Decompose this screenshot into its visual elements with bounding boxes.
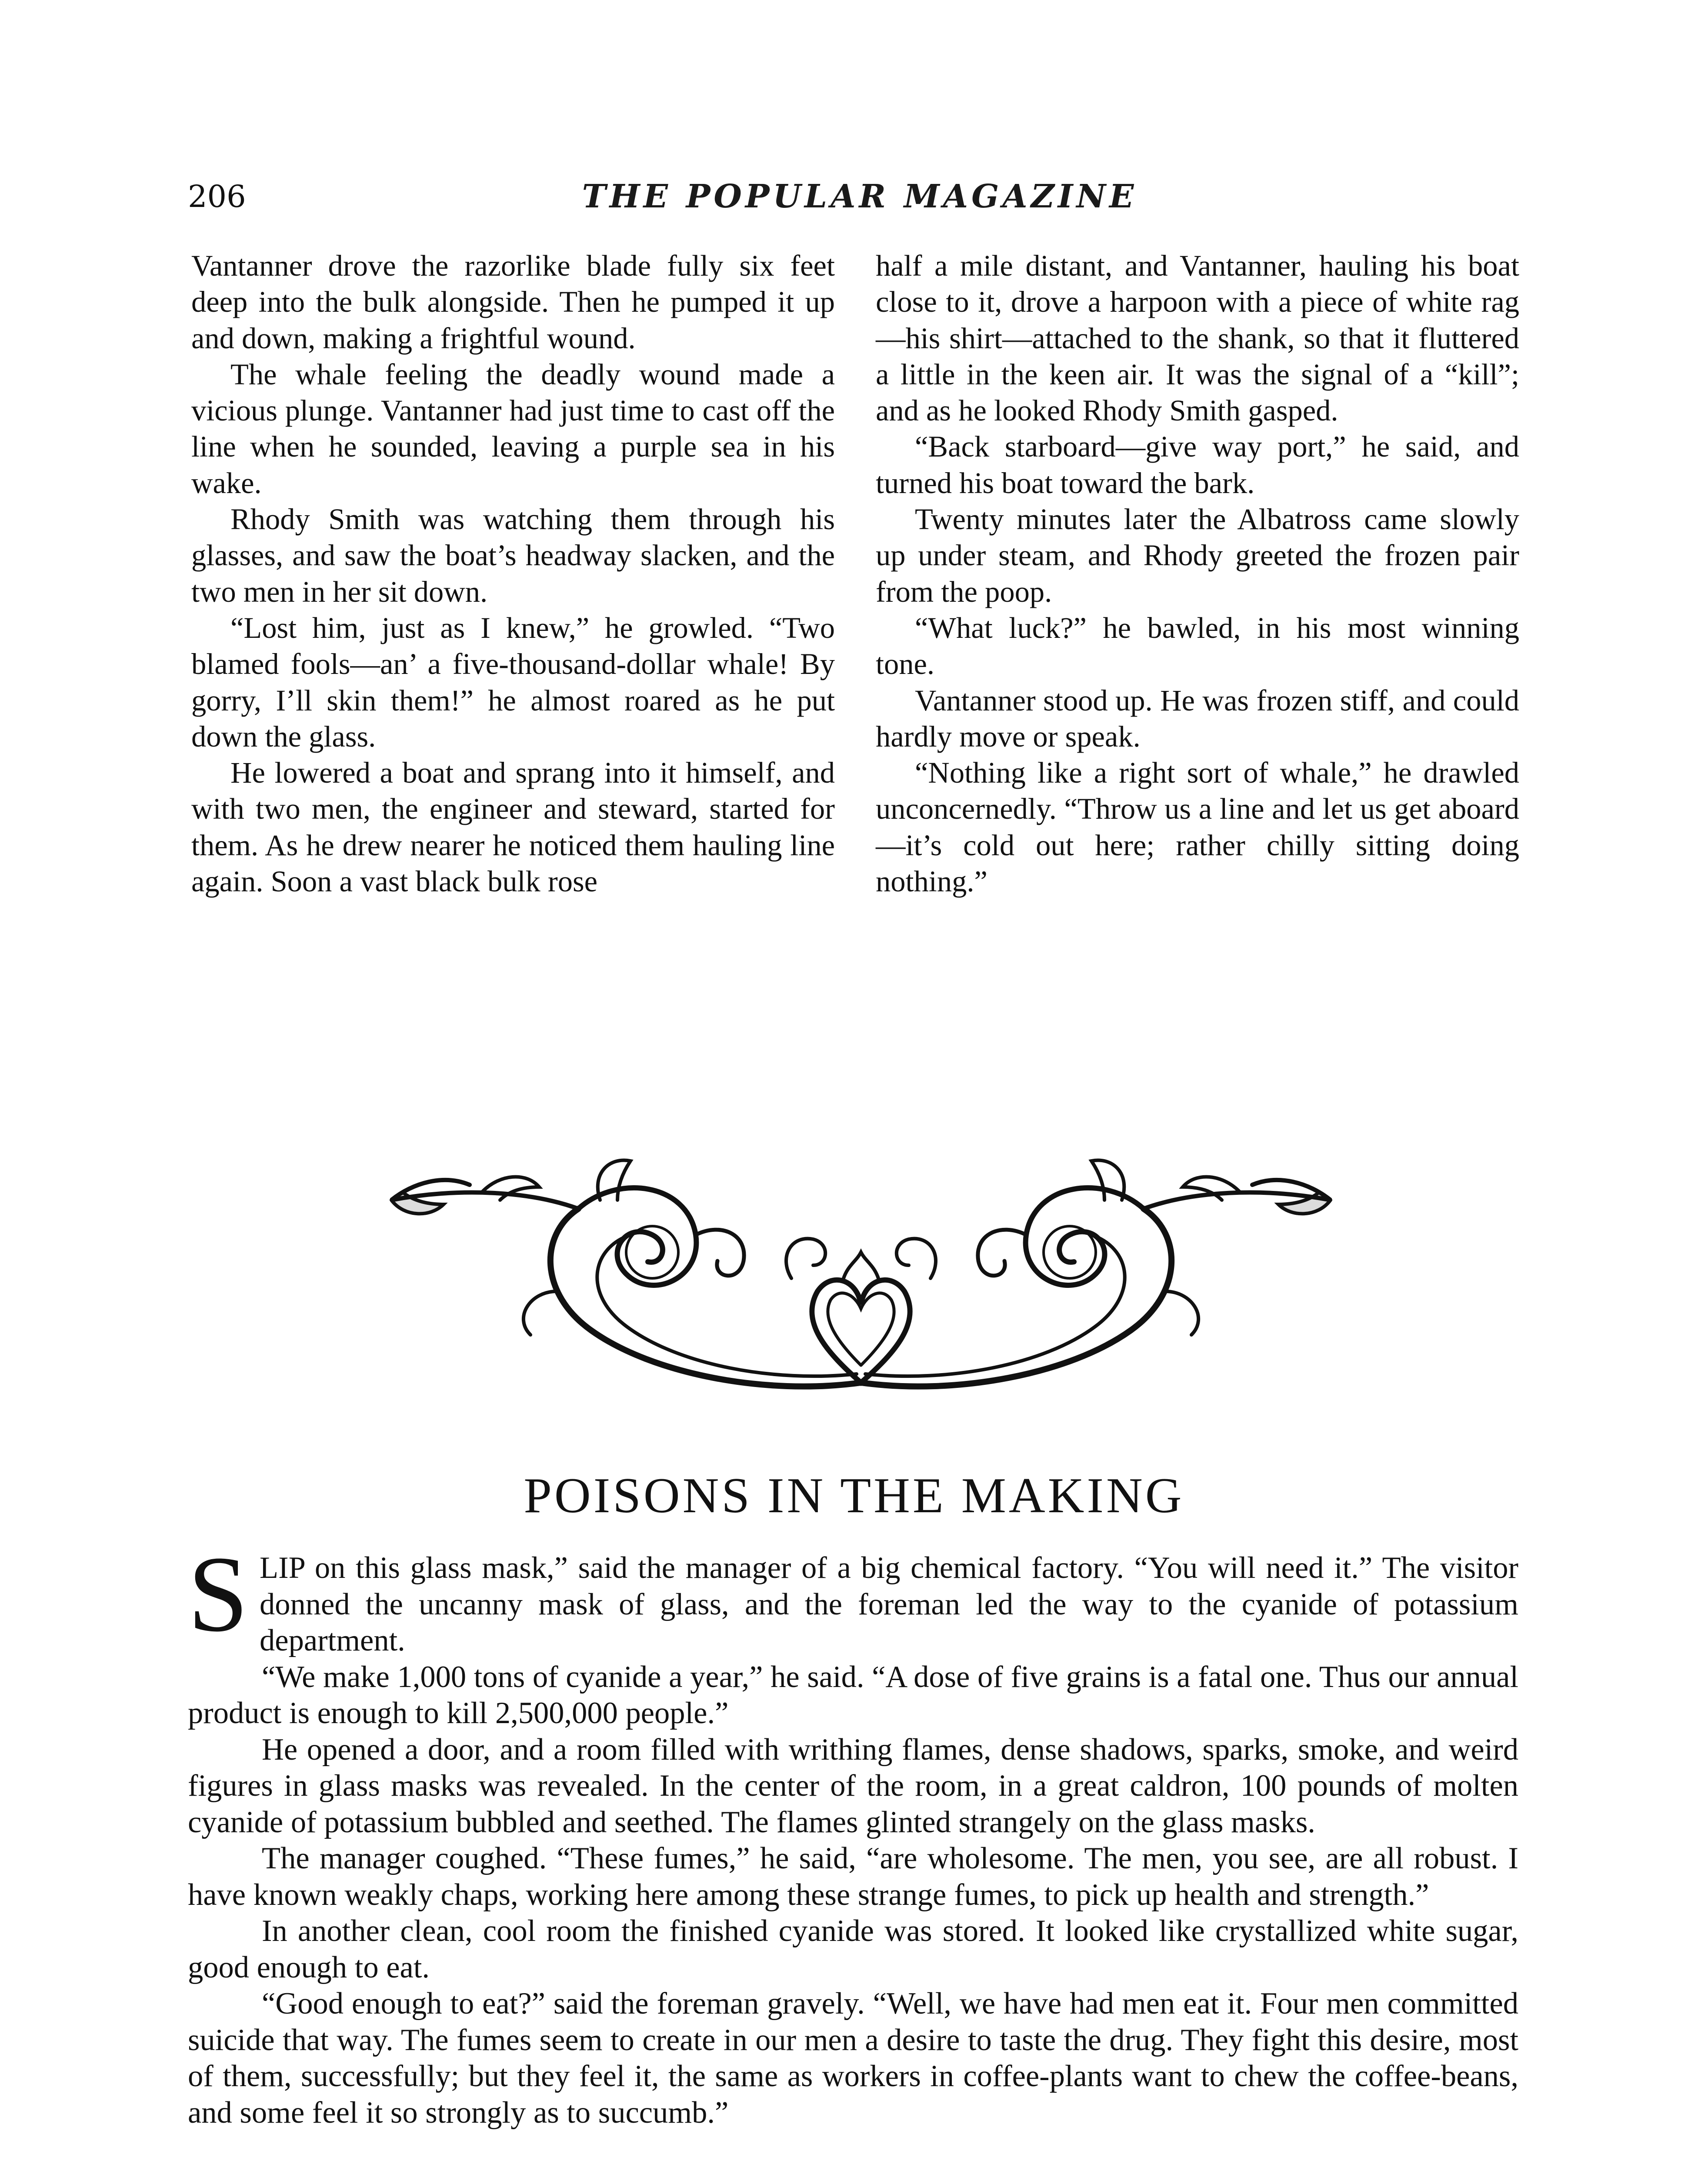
story-paragraph: The whale feeling the deadly wound made a vicious plunge. Vantanner had just time to cast off the line when he sounded, leaving a purple sea in his wake. xyxy=(191,357,835,500)
article-paragraph: The manager coughed. “These fumes,” he said, “are wholesome. The men, you see, are all robust. I have known weakly chaps, working here among these strange fumes, to pick up health and strength.” xyxy=(188,1841,1518,1912)
story-paragraph: He lowered a boat and sprang into it himself, and with two men, the engineer and steward, started for them. As he drew nearer he noticed them hauling line again. Soon a vast black bulk rose xyxy=(191,756,835,898)
story-paragraph: Vantanner drove the razorlike blade fully six feet deep into the bulk alongside. Then he pumped it up and down, making a frightful wound. xyxy=(191,249,835,355)
story-paragraph: Vantanner stood up. He was frozen stiff, and could hardly move or speak. xyxy=(876,684,1519,753)
article-title: POISONS IN THE MAKING xyxy=(524,1468,1184,1524)
article-body xyxy=(188,1534,1518,2131)
story-paragraph: Twenty minutes later the Albatross came slowly up under steam, and Rhody greeted the frozen pair from the poop. xyxy=(876,503,1519,608)
story-paragraph: Rhody Smith was watching them through his glasses, and saw the boat’s headway slacken, and the two men in her sit down. xyxy=(191,503,835,608)
drop-cap: S xyxy=(188,1534,249,1654)
running-title: THE POPULAR MAGAZINE xyxy=(582,178,1138,215)
article-paragraph: “Good enough to eat?” said the foreman gravely. “Well, we have had men eat it. Four men committed suicide that way. The fumes seem to create in our men a desire to taste the drug. They fight this desire, most of them, successfully; but they feel it, the same as workers in coffee-plants want to chew the coffee-beans, and some feel it so strongly as to succumb.” xyxy=(188,1987,1518,2130)
page-header xyxy=(188,170,1531,223)
story-paragraph: “Nothing like a right sort of whale,” he drawled unconcernedly. “Throw us a line and let us get aboard—it’s cold out here; rather chilly sitting doing nothing.” xyxy=(876,756,1519,898)
story-right-column xyxy=(876,248,1519,900)
lead-text: LIP on this glass mask,” said the manager of a big chemical factory. “You will need it.” The visitor donned the uncanny mask of glass, and the foreman led the way to the cyanide of potassium department. xyxy=(260,1551,1518,1657)
article-lead-paragraph xyxy=(188,1534,1518,1659)
article-paragraph: “We make 1,000 tons of cyanide a year,” he said. “A dose of five grains is a fatal one. Thus our annual product is enough to kill 2,500,000 people.” xyxy=(188,1660,1518,1730)
page-number: 206 xyxy=(188,179,246,214)
scroll-ornament xyxy=(374,1148,1348,1404)
article-paragraph: In another clean, cool room the finished cyanide was stored. It looked like crystallized white sugar, good enough to eat. xyxy=(188,1914,1518,1984)
story-paragraph: “What luck?” he bawled, in his most winning tone. xyxy=(876,611,1519,681)
article-paragraph: He opened a door, and a room filled with writhing flames, dense shadows, sparks, smoke, and weird figures in glass masks was revealed. In the center of the room, in a great caldron, 100 pounds of molten cyanide of potassium bubbled and seethed. The flames glinted strangely on the glass masks. xyxy=(188,1732,1518,1839)
story-left-column xyxy=(191,248,835,900)
story-paragraph: “Back starboard—give way port,” he said, and turned his boat toward the bark. xyxy=(876,430,1519,500)
story-paragraph: “Lost him, just as I knew,” he growled. “Two blamed fools—an’ a five-thousand-dollar whale! By gorry, I’ll skin them!” he almost roared as he put down the glass. xyxy=(191,611,835,753)
story-paragraph: half a mile distant, and Vantanner, hauling his boat close to it, drove a harpoon with a piece of white rag—his shirt—attached to the shank, so that it fluttered a little in the keen air. It was the signal of a “kill”; and as he looked Rhody Smith gasped. xyxy=(876,249,1519,427)
